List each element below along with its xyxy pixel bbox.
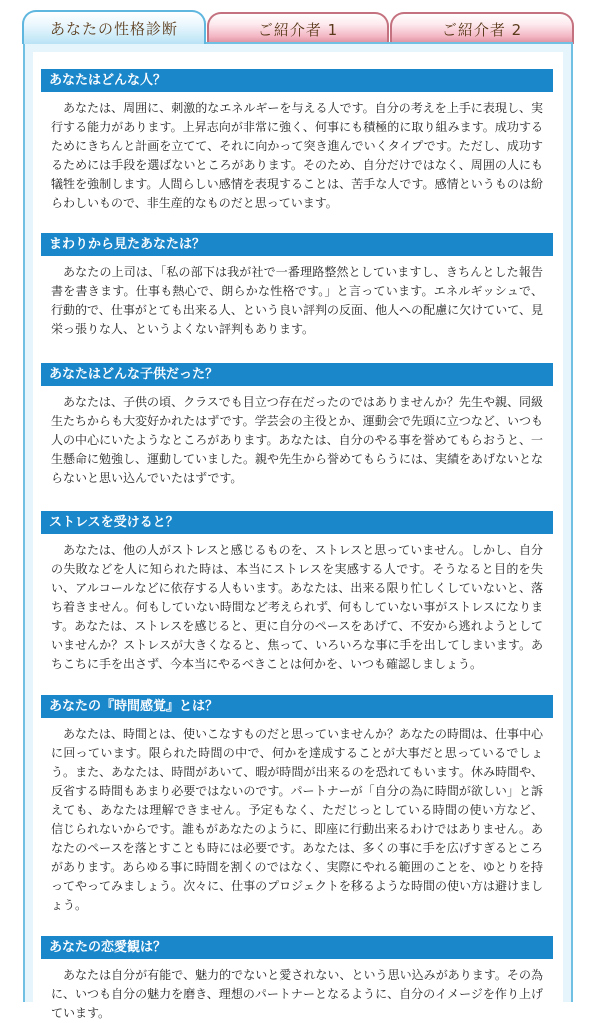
section-heading: あなたはどんな子供だった？ [41, 363, 553, 386]
section-body: あなたの上司は、「私の部下は我が社で一番理路整然としていますし、きちんとした報告書を書きます。仕事も熱心で、朗らかな性格です。」と言っています。エネルギッシュで、行動的で、仕事がとても出来る人、という良い評判の反面、他人への配慮に欠けていて、見栄っ張りな人、というよくない評判もあります。 [51, 265, 543, 336]
section-who-are-you [41, 69, 553, 213]
content-inner [33, 52, 563, 1020]
section-heading: あなたの恋愛観は？ [41, 936, 553, 959]
section-body: あなたは自分が有能で、魅力的でないと愛されない、という思い込みがあります。その為に、いつも自分の魅力を磨き、理想のパートナーとなるように、自分のイメージを作り上げています。 [51, 968, 543, 1020]
section-time-sense [41, 695, 553, 915]
section-others-view [41, 233, 553, 339]
section-childhood [41, 363, 553, 488]
section-heading: あなたはどんな人？ [41, 69, 553, 92]
section-body: あなたは、子供の頃、クラスでも目立つ存在だったのではありませんか？先生や親、同級生たちからも大変好かれたはずです。学芸会の主役とか、運動会で先頭に立つなど、いつも人の中心にいたようなところがあります。あなたは、自分のやる事を誉めてもらおうと、一生懸命に勉強し、運動していました。親や先生から誉めてもらうには、実績をあげないとならないと思い込んでいたはずです。 [51, 395, 544, 485]
tab-personality-diagnosis[interactable] [22, 10, 206, 44]
section-heading: あなたの『時間感覚』とは？ [41, 695, 553, 718]
section-body: あなたは、他の人がストレスと感じるものを、ストレスと思っていません。しかし、自分の失敗などを人に知られた時は、本当にストレスを実感する人です。そうなると目的を失い、アルコールなどに依存する人もいます。あなたは、出来る限り忙しくしていないと、落ち着きません。何もしていない時間など考えられず、何もしていない事がストレスになります。あなたは、ストレスを感じると、更に自分のペースをあげて、不安から逃れようとしていませんか？ストレスが大きくなると、焦って、いろいろな事に手を出してしまいます。あちこちに手を出さず、今本当にやるべきことは何かを、いつも確認しましょう。 [51, 543, 544, 671]
section-body: あなたは、時間とは、使いこなすものだと思っていませんか？あなたの時間は、仕事中心に回っています。限られた時間の中で、何かを達成することが大事だと思っているでしょう。また、あなたは、時間があいて、暇が時間が出来るのを恐れてもいます。休み時間や、反省する時間もあまり必要ではないのです。パートナーが「自分の為に時間が欲しい」と訴えても、あなたは理解できません。予定もなく、ただじっとしている時間の使い方など、信じられないからです。誰もがあなたのように、即座に行動出来るわけではありません。あなたのペースを落とすことも時には必要です。あなたは、多くの事に手を広げすぎるところがあります。あらゆる事に時間を割くのではなく、実際にやれる範囲のことを、ゆとりを持ってやってみましょう。次々に、仕事のプロジェクトを移るような時間の使い方は避けましょう。 [51, 727, 544, 912]
section-body: あなたは、周囲に、刺激的なエネルギーを与える人です。自分の考えを上手に表現し、実行する能力があります。上昇志向が非常に強く、何事にも積極的に取り組みます。成功するためにきちんと計画を立てて、それに向かって突き進んでいくタイプです。ただし、成功するためには手段を選ばないところがあります。そのため、自分だけではなく、周囲の人にも犠牲を強制します。人間らしい感情を表現することは、苦手な人です。感情というものは紛らわしいもので、非生産的なものだと思っています。 [51, 101, 543, 210]
tab-bar [22, 10, 574, 44]
section-heading: ストレスを受けると？ [41, 511, 553, 534]
section-stress [41, 511, 553, 674]
section-heading: まわりから見たあなたは？ [41, 233, 553, 256]
tab-introducer-1[interactable] [207, 12, 389, 44]
tab-introducer-2[interactable] [390, 12, 574, 44]
tab-label: ご紹介者 1 [257, 20, 339, 39]
tab-label: あなたの性格診断 [49, 19, 178, 38]
section-love-view [41, 936, 553, 1023]
content-panel [23, 42, 573, 1020]
tab-label: ご紹介者 2 [441, 20, 523, 39]
